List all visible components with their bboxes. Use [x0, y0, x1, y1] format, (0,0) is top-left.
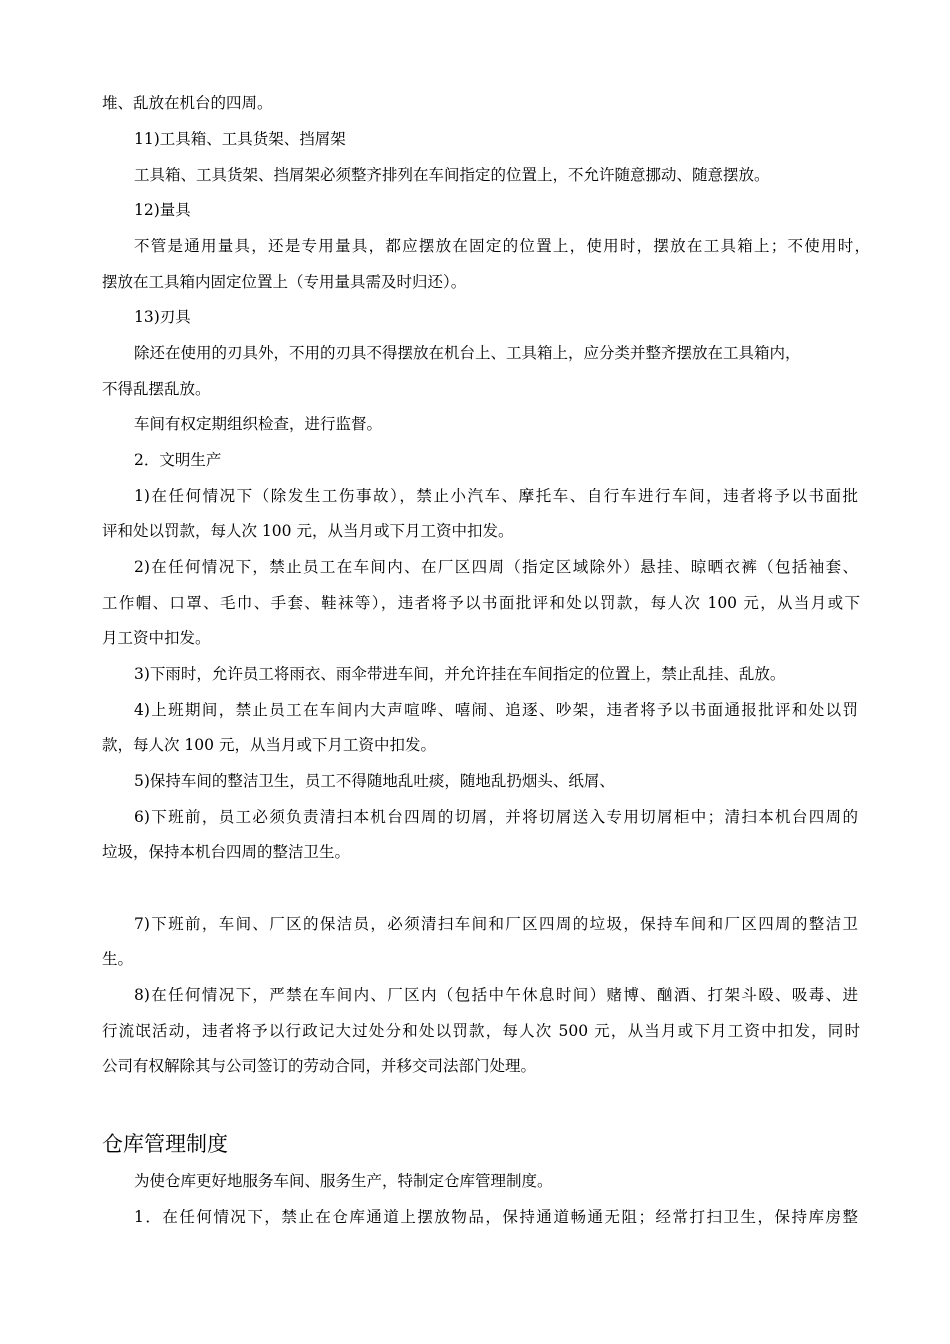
text-line: 4)上班期间，禁止员工在车间内大声喧哗、嘻闹、追逐、吵架，违者将予以书面通报批评和处以罚 [134, 701, 858, 719]
text-line: 工具箱、工具货架、挡屑架必须整齐排列在车间指定的位置上，不允许随意挪动、随意摆放。 [134, 166, 770, 184]
text-line: 堆、乱放在机台的四周。 [102, 94, 273, 112]
section-heading: 仓库管理制度 [102, 1132, 228, 1156]
text-line: 月工资中扣发。 [102, 629, 211, 647]
text-line: 不管是通用量具，还是专用量具，都应摆放在固定的位置上，使用时，摆放在工具箱上；不使用时， [134, 237, 870, 255]
text-line: 除还在使用的刃具外，不用的刃具不得摆放在机台上、工具箱上，应分类并整齐摆放在工具箱内， [134, 344, 801, 362]
text-line: 公司有权解除其与公司签订的劳动合同，并移交司法部门处理。 [102, 1057, 537, 1075]
text-line: 款，每人次 100 元，从当月或下月工资中扣发。 [102, 736, 436, 754]
text-line: 1)在任何情况下（除发生工伤事故），禁止小汽车、摩托车、自行车进行车间，违者将予以书面批 [134, 487, 858, 505]
text-line: 摆放在工具箱内固定位置上（专用量具需及时归还）。 [102, 273, 467, 291]
text-line: 3)下雨时，允许员工将雨衣、雨伞带进车间，并允许挂在车间指定的位置上，禁止乱挂、乱放。 [134, 665, 786, 683]
text-line: 1．在任何情况下，禁止在仓库通道上摆放物品，保持通道畅通无阻；经常打扫卫生，保持库房整 [134, 1208, 858, 1226]
text-line: 8)在任何情况下，严禁在车间内、厂区内（包括中午休息时间）赌博、酗酒、打架斗殴、吸毒、进 [134, 986, 858, 1004]
text-line: 垃圾，保持本机台四周的整洁卫生。 [102, 843, 351, 861]
text-line: 5)保持车间的整洁卫生，员工不得随地乱吐痰，随地乱扔烟头、纸屑、 [134, 772, 615, 790]
text-line: 不得乱摆乱放。 [102, 380, 211, 398]
text-line: 6)下班前，员工必须负责清扫本机台四周的切屑，并将切屑送入专用切屑柜中；清扫本机台四周的 [134, 808, 858, 826]
item-heading: 11)工具箱、工具货架、挡屑架 [134, 130, 346, 148]
text-line: 2)在任何情况下，禁止员工在车间内、在厂区四周（指定区域除外）悬挂、晾晒衣裤（包括袖套、 [134, 558, 858, 576]
text-line: 7)下班前，车间、厂区的保洁员，必须清扫车间和厂区四周的垃圾，保持车间和厂区四周的整洁卫 [134, 915, 858, 933]
section-number: 2．文明生产 [134, 451, 222, 469]
item-heading: 13)刃具 [134, 308, 191, 326]
text-line: 生。 [102, 950, 134, 968]
text-line: 工作帽、口罩、毛巾、手套、鞋袜等），违者将予以书面批评和处以罚款，每人次 100 元，从当月或下 [102, 594, 860, 612]
text-line: 为使仓库更好地服务车间、服务生产，特制定仓库管理制度。 [134, 1172, 553, 1190]
item-heading: 12)量具 [134, 201, 191, 219]
text-line: 行流氓活动，违者将予以行政记大过处分和处以罚款，每人次 500 元，从当月或下月工资中扣发，同时 [102, 1022, 860, 1040]
text-line: 评和处以罚款，每人次 100 元，从当月或下月工资中扣发。 [102, 522, 514, 540]
text-line: 车间有权定期组织检查，进行监督。 [134, 415, 383, 433]
